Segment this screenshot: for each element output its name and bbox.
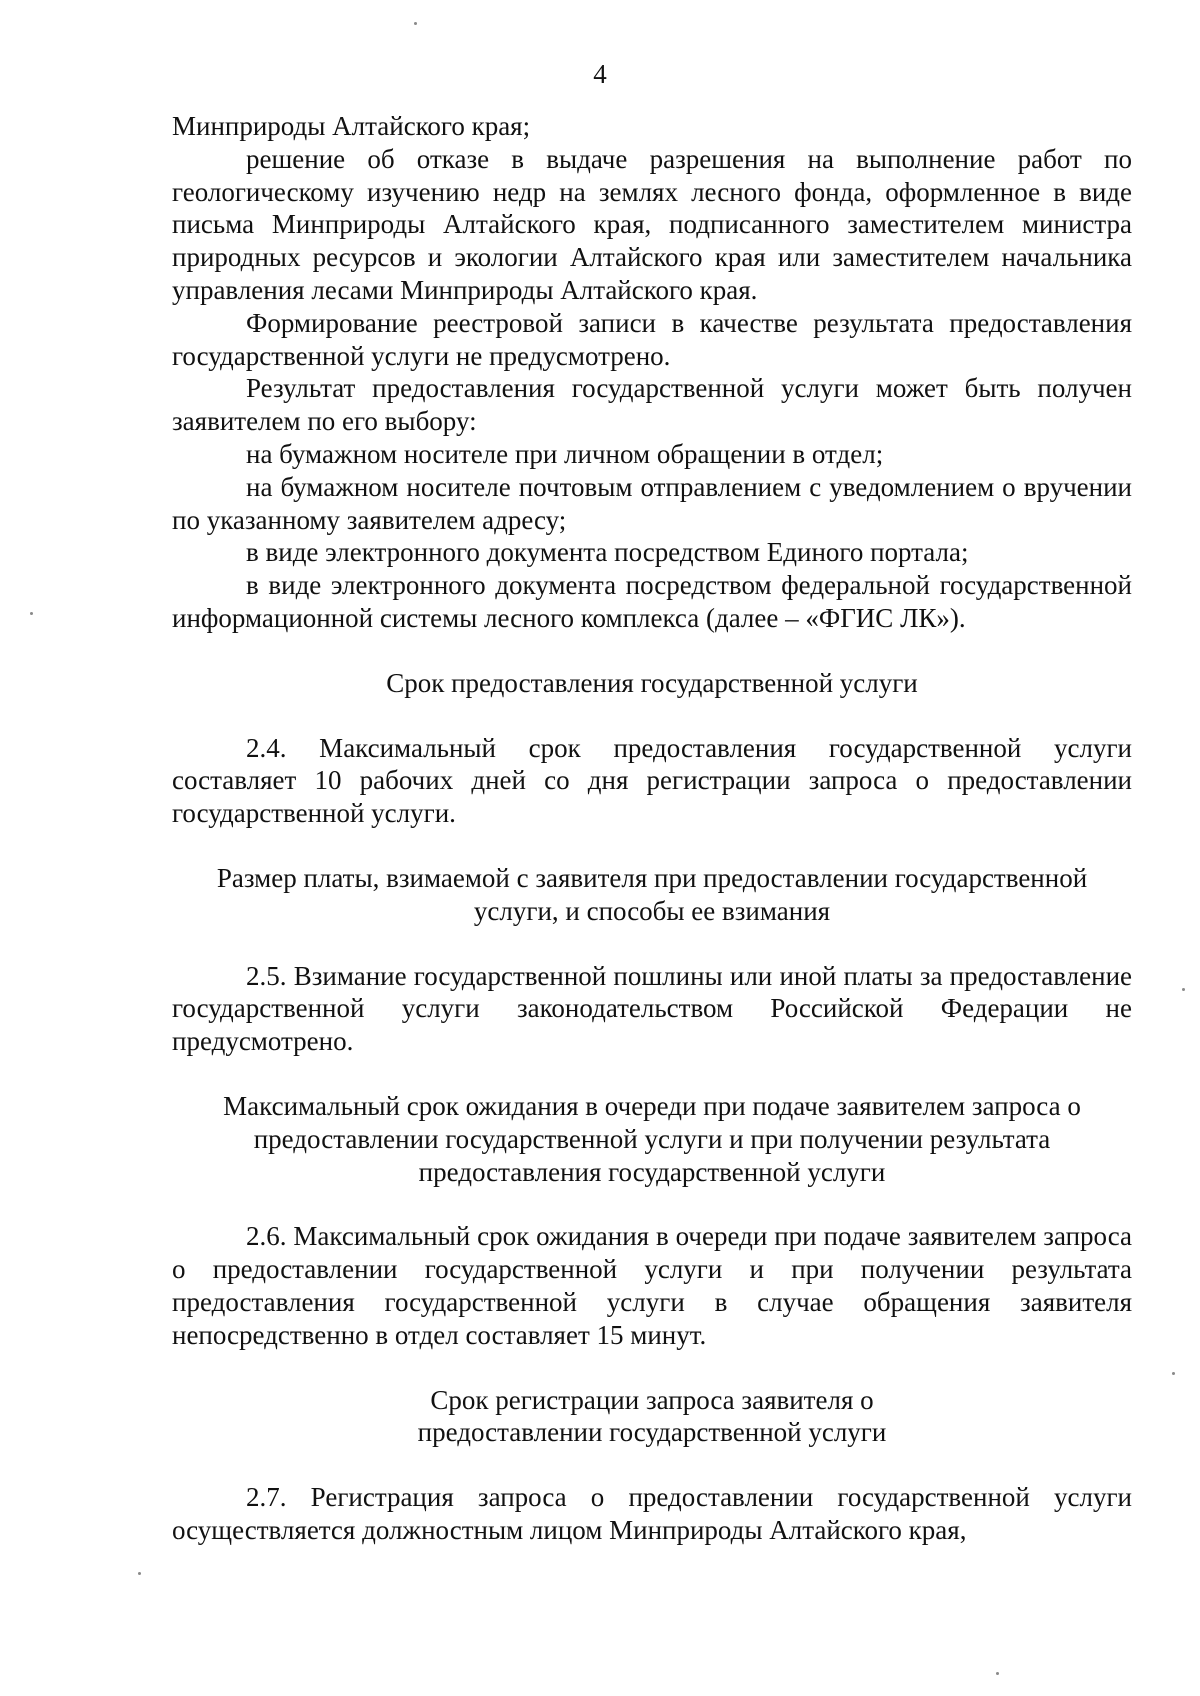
paragraph-option-paper-personal: на бумажном носителе при личном обращении в отдел; [246, 438, 884, 469]
paragraph-registry-record: Формирование реестровой записи в качестве результата предоставления государственной услуги не предусмотрено. [172, 307, 1132, 371]
document-body [172, 110, 1132, 1547]
paragraph-option-fgis: в виде электронного документа посредством федеральной государственной информационной системы лесного комплекса (далее – «ФГИС ЛК»). [172, 570, 1132, 633]
paragraph-2-6: 2.6. Максимальный срок ожидания в очереди при подаче заявителем запроса о предоставлении государственной услуги и при получении результата предоставления государственной услуги в случае обращения заявителя непосредственно в отдел составляет 15 минут. [172, 1221, 1132, 1350]
scan-speck [1172, 1372, 1175, 1375]
scan-speck [414, 22, 417, 25]
scan-speck [138, 1572, 141, 1575]
section-heading-service-term: Срок предоставления государственной услуги [386, 667, 918, 698]
paragraph-refusal-decision: решение об отказе в выдаче разрешения на выполнение работ по геологическому изучению недр на землях лесного фонда, оформленное в виде письма Минприроды Алтайского края, подписанного заместителем министра природных ресурсов и экологии Алтайского края или заместителем начальника управления лесами Минприроды Алтайского края. [172, 143, 1132, 305]
paragraph-option-portal: в виде электронного документа посредством Единого портала; [246, 537, 969, 568]
paragraph-result-options: Результат предоставления государственной услуги может быть получен заявителем по его выбору: [172, 373, 1132, 437]
section-heading-registration-term: Срок регистрации запроса заявителя о предоставлении государственной услуги [417, 1384, 887, 1448]
scan-speck [30, 612, 33, 615]
page-number: 4 [593, 59, 607, 89]
paragraph-2-4: 2.4. Максимальный срок предоставления государственной услуги составляет 10 рабочих дней со дня регистрации запроса о предоставлении государственной услуги. [172, 732, 1132, 829]
scan-speck [1182, 988, 1185, 991]
paragraph-continuation: Минприроды Алтайского края; [172, 111, 531, 141]
section-heading-fee: Размер платы, взимаемой с заявителя при предоставлении государственной услуги, и способы ее взимания [216, 862, 1088, 926]
scan-speck [996, 1672, 999, 1675]
paragraph-2-7: 2.7. Регистрация запроса о предоставлении государственной услуги осуществляется должностным лицом Минприроды Алтайского края, [172, 1482, 1132, 1545]
section-heading-queue-time: Максимальный срок ожидания в очереди при подаче заявителем запроса о предоставлении государственной услуги и при получении результата предоставления государственной услуги [223, 1090, 1081, 1187]
paragraph-option-paper-mail: на бумажном носителе почтовым отправлением с уведомлением о вручении по указанному заявителем адресу; [172, 471, 1132, 535]
paragraph-2-5: 2.5. Взимание государственной пошлины или иной платы за предоставление государственной услуги законодательством Российской Федерации не предусмотрено. [172, 960, 1132, 1057]
